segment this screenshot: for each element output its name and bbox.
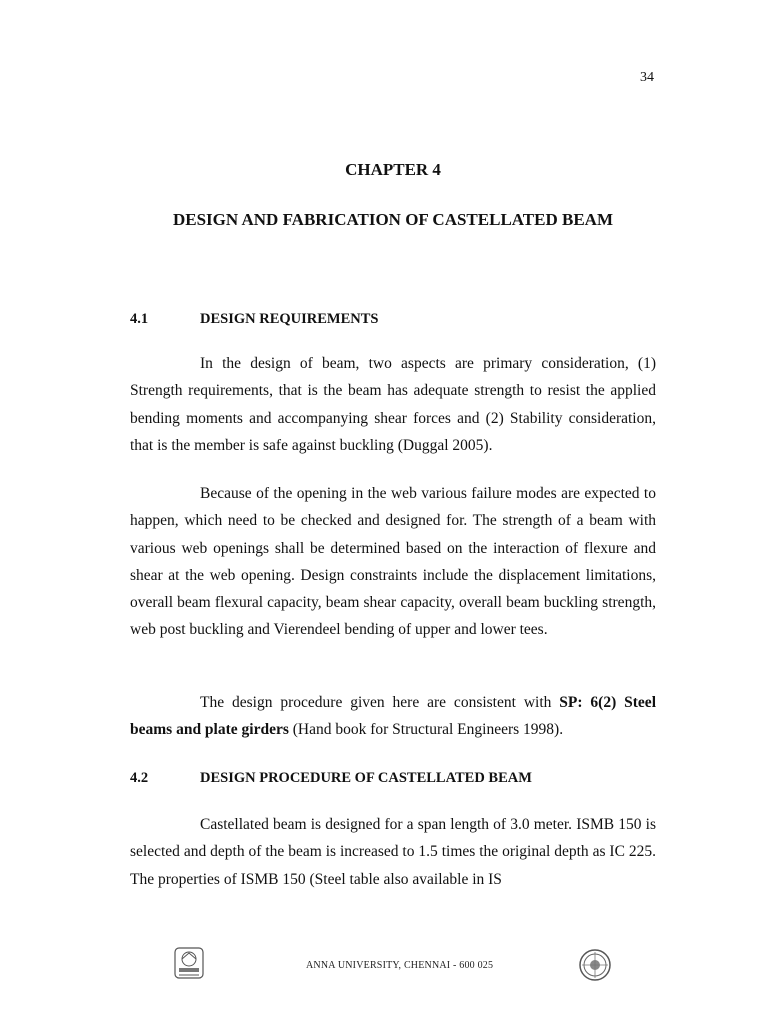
chapter-title: DESIGN AND FABRICATION OF CASTELLATED BEAM (172, 210, 614, 229)
section-title: DESIGN REQUIREMENTS (200, 311, 379, 327)
university-seal-icon (578, 948, 612, 982)
reference-title: SP: 6(2) Steel beams and plate girders (130, 694, 656, 739)
section-heading-4-2 (130, 770, 532, 787)
footer-text: ANNA UNIVERSITY, CHENNAI - 600 025 (306, 960, 494, 971)
paragraph-text: (Hand book for Structural Engineers 1998). (288, 721, 564, 739)
paragraph-design-requirements: In the design of beam, two aspects are primary consideration, (1) Strength requirements, that is the beam has adequate strength to resist the applied bending moments and accompanying shear forces and (2) Stability consideration, that is the member is safe against buckling (Duggal 2005). (130, 355, 656, 454)
page-footer (170, 946, 620, 986)
paragraph-text: The design procedure given here are consistent with (200, 694, 560, 711)
university-crest-icon (172, 946, 206, 980)
page-number: 34 (640, 70, 654, 85)
paragraph-design-procedure-reference (130, 689, 656, 744)
section-heading-4-1 (130, 311, 378, 328)
chapter-label: CHAPTER 4 (345, 160, 441, 179)
section-number: 4.1 (130, 311, 149, 327)
paragraph-castellated-beam-design: Castellated beam is designed for a span length of 3.0 meter. ISMB 150 is selected and depth of the beam is increased to 1.5 times the original depth as IC 225. The properties of ISMB 150 (Steel table also available in IS (130, 816, 656, 888)
paragraph-failure-modes: Because of the opening in the web various failure modes are expected to happen, which need to be checked and designed for. The strength of a beam with various web openings shall be determined based on the interaction of flexure and shear at the web opening. Design constraints include the displacement limitations, overall beam flexural capacity, beam shear capacity, overall beam buckling strength, web post buckling and Vierendeel bending of upper and lower tees. (130, 485, 656, 639)
section-title: DESIGN PROCEDURE OF CASTELLATED BEAM (200, 770, 532, 786)
section-number: 4.2 (130, 770, 149, 786)
